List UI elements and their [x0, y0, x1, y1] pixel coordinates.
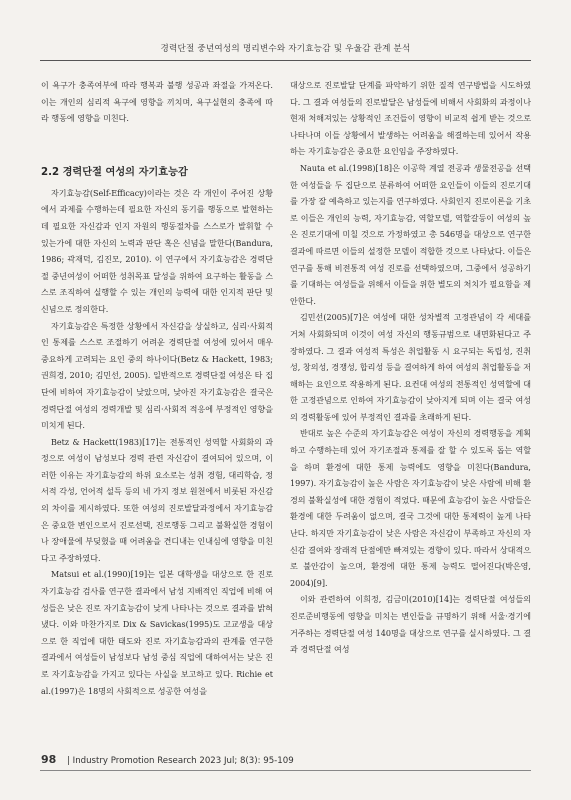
page-number: 98 — [41, 753, 57, 766]
paragraph-betz-hackett: Betz & Hackett(1983)[17]는 전통적인 성역할 사회화의 과정으로 여성이 남성보다 경력 관련 자신감이 결여되어 있으며, 이러한 이유는 자기효능감의 하위 요소로는 성취 경험, 대리학습, 정서적 각성, 언어적 설득 등의 네 가지 정보 원천에서 비롯된 자신감의 차이를 제시하였다. 또한 여성의 진로발달과정에서 자기효능감은 중요한 변인으로서 진로선택, 진로행동 그리고 불확실한 경험이나 장애물에 부딪혔을 때 어려움을 견디내는 인내심에 영향을 미친다고 주장하였다. — [41, 437, 273, 563]
right-column — [290, 78, 531, 659]
running-header: 경력단절 중년여성의 명리변수와 자기효능감 및 우울감 관계 분석 — [160, 44, 411, 54]
paragraph-bandura: 반대로 높은 수준의 자기효능감은 여성이 자신의 경력행동을 계획하고 수행하는데 있어 자기조절과 통제를 잘 할 수 있도록 돕는 역할을 하며 환경에 대한 통제 능력에도 영향을 미친다(Bandura, 1997). 자기효능감이 높은 사람은 자기효능감이 낮은 사람에 비해 환경의 불확실성에 대한 경험이 적었다. 때문에 효능감이 높은 사람들은 환경에 대한 두려움이 없으며, 결국 그것에 대한 통제력이 높게 나타난다. 하지만 자기효능감이 낮은 사람은 자신감이 부족하고 자신의 자신감 결여와 장래적 단점에만 빠져있는 경향이 있다. 따라서 상대적으로 불안감이 높으며, 환경에 대한 통제 능력도 떨어진다(박은영, 2004)[9]. — [290, 429, 531, 588]
paragraph-kim-minseon: 김민선(2005)[7]은 여성에 대한 성차별적 고정관념이 각 세대를 거쳐 사회화되며 이것이 여성 자신의 행동규범으로 내면화된다고 주장하였다. 그 결과 여성적 특성은 취업활동 시 요구되는 독립성, 진취성, 창의성, 경쟁성, 합리성 등을 결여하게 하여 여성의 취업활동을 저해하는 요인으로 작용하게 된다. 요컨대 여성의 전통적인 성역할에 대한 고정관념으로 인하여 자기효능감이 낮아지게 되며 이는 결국 여성의 경력활동에 있어 부정적인 결과를 초래하게 된다. — [290, 313, 531, 422]
journal-citation: | Industry Promotion Research 2023 Jul; 8(3): 95-109 — [67, 756, 294, 766]
paragraph-nauta: Nauta et al.(1998)[18]은 이공학 계열 전공과 생물전공을 선택한 여성들을 두 집단으로 분류하여 어떠한 요인들이 이들의 진로기대를 가장 잘 예측하고 있는지를 연구하였다. 사회인지 진로이론을 기초로 이들은 개인의 능력, 자기효능감, 역할모델, 역할갈등이 여성의 높은 진로기대에 미칠 것으로 가정하였고 총 546명을 대상으로 연구한 결과에 따르면 이들의 설정한 모델이 적합한 것으로 나타났다. 이들은 연구를 통해 비전통적 여성 진로를 선택하였으며, 그중에서 성공하기를 기대하는 여성들을 위해서 이들을 위한 별도의 처치가 필요함을 제안한다. — [290, 163, 531, 306]
paragraph-intro: 이 욕구가 충족여부에 따라 행복과 불행 성공과 좌절을 가져온다. 이는 개인의 심리적 욕구에 영향을 끼치며, 욕구실현의 충족에 따라 행동에 영향을 미친다. — [41, 81, 273, 124]
section-heading: 2.2 경력단절 여성의 자기효능감 — [41, 166, 188, 178]
paragraph-self-efficacy-definition: 자기효능감(Self-Efficacy)이라는 것은 각 개인이 주어진 상황에서 과제를 수행하는데 필요한 자신의 동기를 행동으로 발현하는 데 필요한 자신감과 인지 자원의 행동절차를 스스로가 발휘할 수 있는가에 대한 자신의 노력과 판단 혹은 신념을 말한다(Bandura, 1986; 곽재덕, 김진모, 2010). 이 연구에서 자기효능감은 경력단절 중년여성이 어떠한 성취목표 달성을 위하여 요구하는 활동을 스스로 조직하여 실행할 수 있는 개인의 능력에 대한 인지적 판단 및 신념으로 정의한다. — [41, 188, 273, 314]
paragraph-matsui: Matsui et al.(1990)[19]는 일본 대학생을 대상으로 한 진로 자기효능감 검사를 연구한 결과에서 남성 지배적인 직업에 비해 여성들은 낮은 진로 자기효능감이 낮게 나타나는 것으로 결과를 밝혀냈다. 이와 마찬가지로 Dix & Savickas(1995)도 고교생을 대상으로 한 직업에 대한 태도와 진로 자기효능감과의 관계를 연구한 결과에서 여성들이 남성보다 남성 중심 직업에 대하여서는 낮은 진로 자기효능감을 가지고 있다는 사실을 보고하고 있다. Richie et al.(1997)은 18명의 사회적으로 성공한 여성을 — [41, 570, 273, 696]
page-footer — [41, 753, 294, 766]
paragraph-self-efficacy-importance: 자기효능감은 특정한 상황에서 자신감을 상실하고, 심리·사회적인 통제를 스스로 조절하기 어려운 경력단절 여성에 있어서 매우 중요하게 고려되는 요인 중의 하나이다(Betz & Hackett, 1983; 권희경, 2010; 김민선, 2005). 일반적으로 경력단절 여성은 타 집단에 비하여 자기효능감이 낮았으며, 낮아진 자기효능감은 결국은 경력단절 여성의 경력개발 및 심리·사회적 적응에 부정적인 영향을 미치게 된다. — [41, 321, 273, 431]
footer-rule — [40, 770, 531, 771]
left-column — [41, 78, 273, 700]
header-rule — [40, 60, 531, 61]
paragraph-continued: 대상으로 진로발달 단계를 파악하기 위한 질적 연구방법을 시도하였다. 그 결과 여성들의 진로발달은 남성들에 비해서 사회화의 과정이나 현재 처해져있는 상황적인 조건들이 영향이 비교적 쉽게 받는 것으로 나타나며 이들 상황에서 발생하는 어려움을 해결하는데 있어서 작용하는 자기효능감은 중요한 요인임을 주장하였다. — [290, 81, 531, 157]
paragraph-lee-kim: 이와 관련하여 이희정, 김금미(2010)[14]는 경력단절 여성들의 진로준비행동에 영향을 미치는 변인들을 규명하기 위해 서울·경기에 거주하는 경력단절 여성 140명을 대상으로 연구를 실시하였다. 그 결과 경력단절 여성 — [290, 595, 531, 655]
